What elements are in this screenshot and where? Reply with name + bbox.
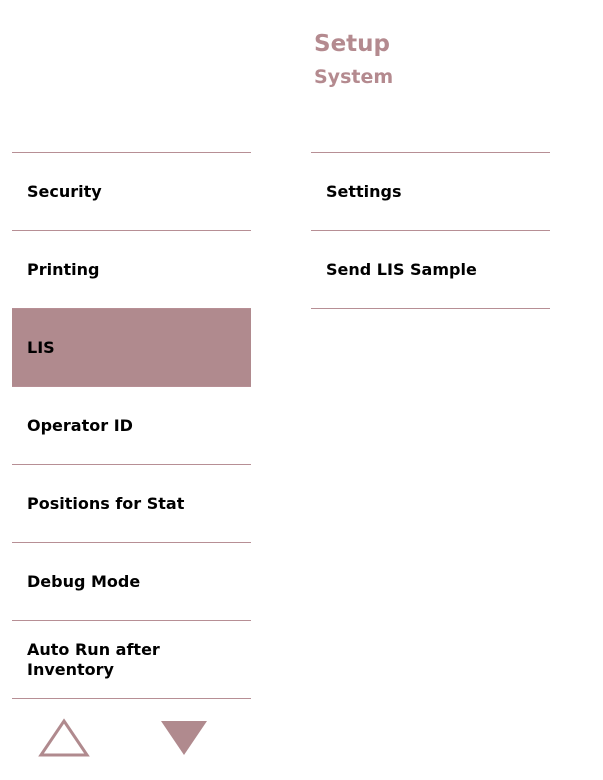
submenu-item-label: Send LIS Sample — [326, 259, 477, 279]
menu-item-lis[interactable] — [12, 309, 251, 387]
submenu-item-settings[interactable] — [311, 153, 550, 231]
menu-item-label: Printing — [27, 259, 100, 279]
menu-item-security[interactable] — [12, 153, 251, 231]
submenu-item-send-lis-sample[interactable] — [311, 231, 550, 309]
menu-item-label: Auto Run after Inventory — [27, 639, 160, 679]
triangle-down-filled-icon — [158, 718, 210, 758]
menu-item-label: Debug Mode — [27, 571, 141, 591]
menu-item-debug-mode[interactable] — [12, 543, 251, 621]
scroll-navigation — [12, 704, 251, 764]
category-menu — [12, 152, 251, 699]
menu-item-operator-id[interactable] — [12, 387, 251, 465]
submenu-item-label: Settings — [326, 181, 402, 201]
menu-item-label: Operator ID — [27, 415, 133, 435]
page-title: Setup — [314, 31, 390, 57]
menu-item-auto-run-after-inventory[interactable] — [12, 621, 251, 699]
menu-item-printing[interactable] — [12, 231, 251, 309]
page-header — [314, 30, 393, 89]
menu-item-label: LIS — [27, 337, 55, 357]
scroll-up-button[interactable] — [38, 718, 90, 758]
menu-item-positions-for-stat[interactable] — [12, 465, 251, 543]
triangle-up-outline-icon — [38, 718, 90, 758]
scroll-down-button[interactable] — [158, 718, 210, 758]
menu-item-label: Positions for Stat — [27, 493, 185, 513]
submenu — [311, 152, 550, 309]
page-subtitle: System — [314, 66, 394, 88]
menu-item-label: Security — [27, 181, 102, 201]
